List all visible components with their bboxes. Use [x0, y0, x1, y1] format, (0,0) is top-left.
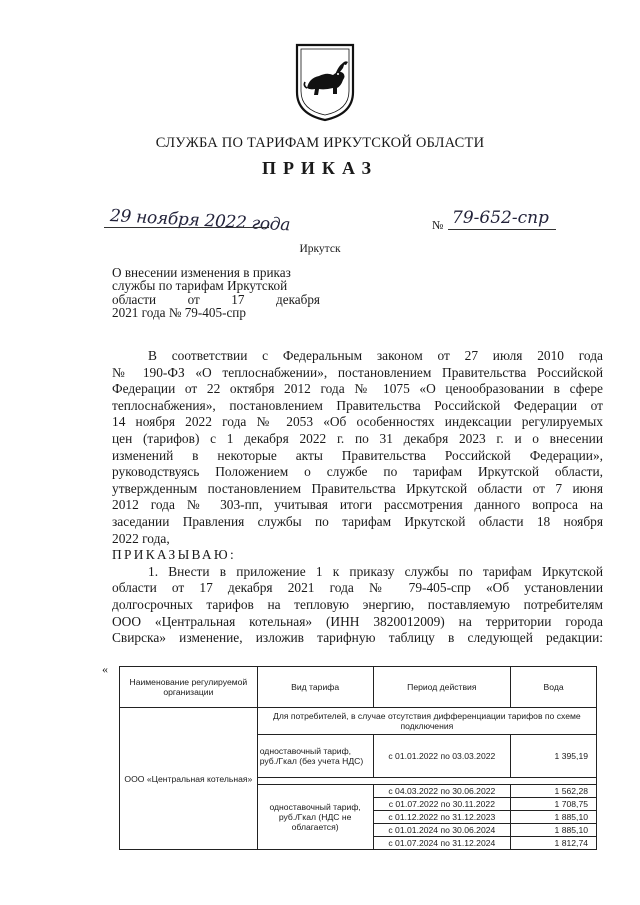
value-cell: 1 708,75: [511, 798, 597, 811]
opening-quote: «: [102, 662, 108, 676]
period-cell: с 01.07.2024 по 31.12.2024: [373, 837, 511, 850]
preamble-line: 2012 года № 303-пп, учитывая итоги рассмотрения данного вопроса на: [112, 497, 603, 513]
table-row: [120, 708, 597, 735]
order-word: ПРИКАЗЫВАЮ:: [112, 547, 236, 563]
spacer-row: [257, 778, 596, 785]
preamble-line: цен (тарифов) с 1 декабря 2022 г. по 31 декабря 2023 г. и о внесении: [112, 430, 603, 446]
subject-line: службы по тарифам Иркутской: [112, 278, 288, 294]
subject-line: области от 17 декабря: [112, 291, 320, 307]
item1-line: 1. Внести в приложение 1 к приказу службы по тарифам Иркутской: [148, 563, 603, 579]
header-period: Период действия: [373, 667, 511, 708]
order-subject: [112, 266, 320, 319]
preamble-line: утвержденным постановлением Правительства Иркутской области от 7 июня: [112, 480, 603, 496]
subject-line: 2021 года № 79-405-спр: [112, 304, 246, 320]
period-cell: с 01.01.2024 по 30.06.2024: [373, 824, 511, 837]
tariff-vat-cell: одноставочный тариф, руб./Гкал (НДС не облагается): [257, 785, 373, 850]
value-cell: 1 562,28: [511, 785, 597, 798]
value-cell: 1 885,10: [511, 824, 597, 837]
value-cell: 1 885,10: [511, 811, 597, 824]
table-header-row: [120, 667, 597, 708]
handwritten-date: 29 ноября 2022 года: [109, 206, 291, 236]
period-cell: с 04.03.2022 по 30.06.2022: [373, 785, 511, 798]
preamble-line: теплоснабжения», постановлением Правительства Российской Федерации от: [112, 397, 603, 413]
preamble-line: № 190-ФЗ «О теплоснабжении», постановлением Правительства Российской: [112, 364, 603, 380]
city-name: Иркутск: [299, 243, 341, 255]
value-cell: 1 395,19: [511, 735, 597, 778]
tariff-table: [119, 666, 597, 850]
number-underline: [448, 229, 556, 230]
coat-of-arms-emblem: [293, 42, 357, 122]
value-cell: 1 812,74: [511, 837, 597, 850]
preamble-line: изменений в некоторые акты Правительства Российской Федерации»,: [112, 447, 603, 463]
number-sign: №: [432, 218, 444, 232]
period-cell: с 01.12.2022 по 31.12.2023: [373, 811, 511, 824]
item1-line: области от 17 декабря 2021 года № 79-405-спр «Об установлении: [112, 580, 603, 596]
handwritten-order-number: 79-652-спр: [452, 208, 549, 228]
header-organization: Наименование регулируемой организации: [120, 667, 258, 708]
item1-line: Свирска» изменение, изложив тарифную таблицу в следующей редакции:: [112, 630, 603, 646]
document-type-title: ПРИКАЗ: [261, 158, 379, 178]
subject-line: О внесении изменения в приказ: [112, 265, 291, 280]
period-cell: с 01.01.2022 по 03.03.2022: [373, 735, 511, 778]
item1-line: ООО «Центральная котельная» (ИНН 3820012009) на территории города: [112, 613, 603, 629]
preamble-line: 14 ноября 2022 года № 2053 «Об особенностях индексации регулируемых: [112, 414, 603, 430]
agency-title: СЛУЖБА ПО ТАРИФАМ ИРКУТСКОЙ ОБЛАСТИ: [155, 135, 485, 151]
preamble-line: руководствуясь Положением о службе по тарифам Иркутской области,: [112, 464, 603, 480]
preamble-line: Федерации от 22 октября 2012 года № 1075 «О ценообразовании в сфере: [112, 381, 603, 397]
header-water: Вода: [511, 667, 597, 708]
header-tariff-type: Вид тарифа: [257, 667, 373, 708]
preamble-line: В соответствии с Федеральным законом от 27 июля 2010 года: [148, 348, 603, 363]
preamble-line: 2022 года,: [112, 530, 170, 546]
preamble-line: заседании Правления службы по тарифам Иркутской области 18 ноября: [112, 513, 603, 529]
item1-line: долгосрочных тарифов на тепловую энергию, поставляемую потребителям: [112, 596, 603, 612]
order-body: [112, 348, 603, 647]
consumer-group-cell: Для потребителей, в случае отсутствия дифференциации тарифов по схеме подключения: [257, 708, 596, 735]
organization-cell: ООО «Центральная котельная»: [120, 708, 258, 850]
period-cell: с 01.07.2022 по 30.11.2022: [373, 798, 511, 811]
date-underline: [104, 227, 269, 228]
tariff-no-vat-cell: одноставочный тариф, руб./Гкал (без учета НДС): [257, 735, 373, 778]
